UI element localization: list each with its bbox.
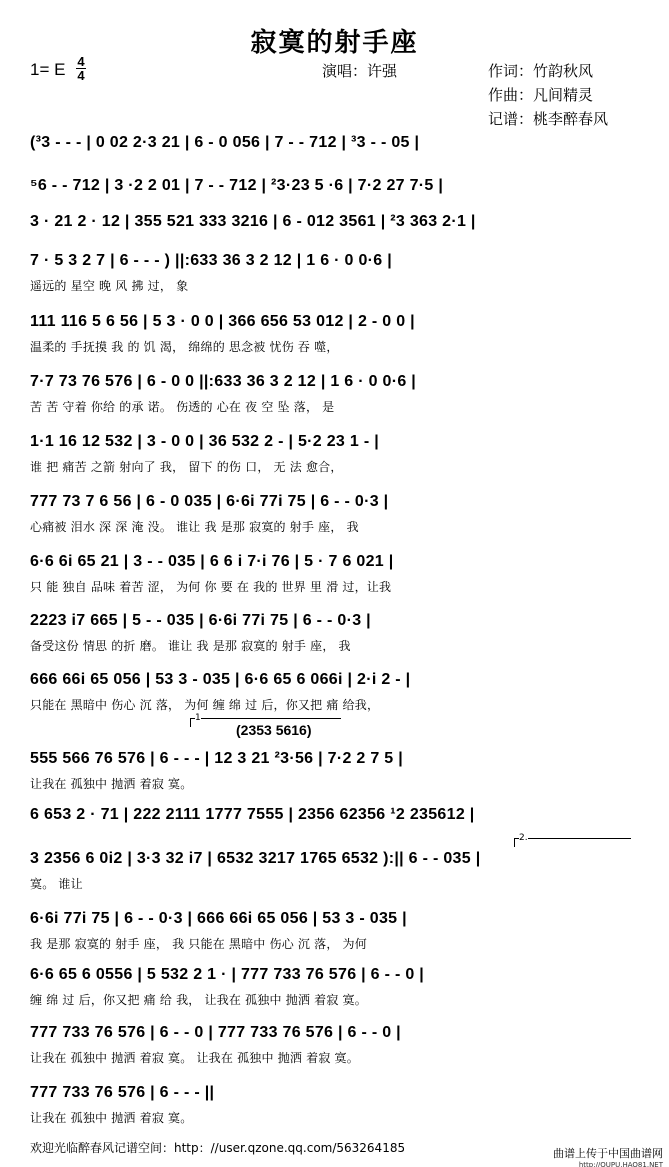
lyric-row: 让我在 孤独中 抛洒 着寂 寞。 xyxy=(30,1111,193,1125)
notation-row: 555 566 76 576 | 6 - - - | 12 3 21 ²3·56 | 7·2 2 7 5 | xyxy=(30,750,403,767)
lyric-row: 让我在 孤独中 抛洒 着寂 寞。 xyxy=(30,777,193,791)
notation-row: 6 653 2 · 71 | 222 2111 1777 7555 | 2356 62356 ¹2 235612 | xyxy=(30,806,475,823)
notation-row: 7·7 73 76 576 | 6 - 0 0 ||:633 36 3 2 12 | 1 6 · 0 0·6 | xyxy=(30,373,417,390)
notation-row: 666 66i 65 056 | 53 3 - 035 | 6·6 65 6 066i | 2·i 2 - | xyxy=(30,671,411,688)
lyric-row: 让我在 孤独中 抛洒 着寂 寞。 让我在 孤独中 抛洒 着寂 寞。 xyxy=(30,1051,359,1065)
notation-row: (³3 - - - | 0 02 2·3 21 | 6 - 0 056 | 7 - - 712 | ³3 - - 05 | xyxy=(30,134,420,151)
notation-row: 777 73 7 6 56 | 6 - 0 035 | 6·6i 77i 75 | 6 - - 0·3 | xyxy=(30,493,389,510)
lyric-row: 只能在 黑暗中 伤心 沉 落， 为何 缠 绵 过 后，你又把 痛 给我， xyxy=(30,698,380,712)
watermark-url: http://QUPU.HAO81.NET xyxy=(578,1161,663,1167)
singer-credit: 演唱：许强 xyxy=(322,62,398,80)
notation-row: ⁵6 - - 712 | 3 ·2 2 01 | 7 - - 712 | ²3·23 5 ·6 | 7·2 27 7·5 | xyxy=(30,177,444,194)
lyric-row: 只 能 独自 品味 着苦 涩， 为何 你 要 在 我的 世界 里 滑 过，让我 xyxy=(30,580,392,594)
lyric-row: 温柔的 手抚摸 我 的 饥 渴， 绵绵的 思念被 忧伤 吞 噬， xyxy=(30,340,339,354)
lyric-row: 遥远的 星空 晚 风 拂 过， 象 xyxy=(30,279,189,293)
notation-row: 111 116 5 6 56 | 5 3 · 0 0 | 366 656 53 012 | 2 - 0 0 | xyxy=(30,313,415,330)
lyric-row: 我 是那 寂寞的 射手 座， 我 只能在 黑暗中 伤心 沉 落， 为何 xyxy=(30,937,367,951)
time-signature xyxy=(76,56,86,81)
lyricist-credit: 作词：竹韵秋风 xyxy=(488,62,594,80)
transcriber-credit: 记谱：桃李醉春风 xyxy=(488,110,609,128)
volta-1-label: 1 xyxy=(195,713,201,723)
notation-row: 2223 i7 665 | 5 - - 035 | 6·6i 77i 75 | 6 - - 0·3 | xyxy=(30,612,371,629)
composer-credit: 作曲：凡间精灵 xyxy=(488,86,594,104)
page-title: 寂寞的射手座 xyxy=(250,28,419,58)
notation-row: 7 · 5 3 2 7 | 6 - - - ) ||:633 36 3 2 12 | 1 6 · 0 0·6 | xyxy=(30,252,393,269)
meter-top: 4 xyxy=(77,54,85,69)
meter-bottom: 4 xyxy=(77,68,85,83)
lyric-row: 寞。 谁让 xyxy=(30,877,83,891)
lyric-row: 备受这份 情思 的折 磨。 谁让 我 是那 寂寞的 射手 座， 我 xyxy=(30,639,351,653)
lyric-row: 心痛被 泪水 深 深 淹 没。 谁让 我 是那 寂寞的 射手 座， 我 xyxy=(30,520,359,534)
key-signature: 1= E xyxy=(30,60,66,79)
notation-row: 1·1 16 12 532 | 3 - 0 0 | 36 532 2 - | 5·2 23 1 - | xyxy=(30,433,379,450)
volta-1-bracket xyxy=(190,713,341,727)
interlude-bracket: (2353 5616) xyxy=(236,722,312,738)
lyric-row: 谁 把 痛苦 之箭 射向了 我， 留下 的伤 口， 无 法 愈合， xyxy=(30,460,343,474)
notation-row: 3 · 21 2 · 12 | 355 521 333 3216 | 6 - 012 3561 | ²3 363 2·1 | xyxy=(30,213,476,230)
volta-2-bracket xyxy=(514,833,631,847)
site-watermark xyxy=(553,1145,663,1167)
notation-row: 3 2356 6 0i2 | 3·3 32 i7 | 6532 3217 1765 6532 ):|| 6 - - 035 | xyxy=(30,850,481,867)
volta-2-label: 2. xyxy=(519,833,528,843)
footer-credit: 欢迎光临醉春风记谱空间：http：//user.qzone.qq.com/563264185 xyxy=(30,1141,406,1155)
notation-row: 777 733 76 576 | 6 - - 0 | 777 733 76 576 | 6 - - 0 | xyxy=(30,1024,401,1041)
lyric-row: 苦 苦 守着 你给 的承 诺。 伤透的 心在 夜 空 坠 落， 是 xyxy=(30,400,335,414)
notation-row: 6·6 6i 65 21 | 3 - - 035 | 6 6 i 7·i 76 | 5 · 7 6 021 | xyxy=(30,553,394,570)
notation-row: 777 733 76 576 | 6 - - - || xyxy=(30,1084,215,1101)
watermark-text: 曲谱上传于中国曲谱网 xyxy=(553,1147,663,1160)
notation-row: 6·6i 77i 75 | 6 - - 0·3 | 666 66i 65 056 | 53 3 - 035 | xyxy=(30,910,407,927)
lyric-row: 缠 绵 过 后，你又把 痛 给 我， 让我在 孤独中 抛洒 着寂 寞。 xyxy=(30,993,367,1007)
notation-row: 6·6 65 6 0556 | 5 532 2 1 · | 777 733 76 576 | 6 - - 0 | xyxy=(30,966,425,983)
